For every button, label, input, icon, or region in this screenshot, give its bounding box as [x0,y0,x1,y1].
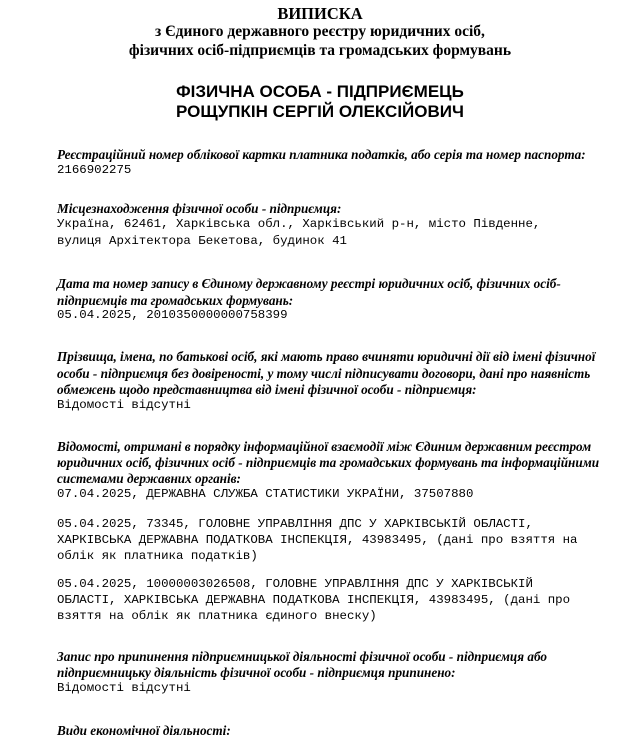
registration-label-line2: підприємців та громадських формувань: [57,293,294,308]
activities-label: Види економічної діяльності: [57,723,231,738]
document-subtitle-line1: з Єдиного державного реєстру юридичних осіб, [155,23,485,40]
location-label: Місцезнаходження фізичної особи - підприємця: [57,201,342,216]
termination-value: Відомості відсутні [57,681,191,695]
registration-value: 05.04.2025, 2010350000000758399 [57,308,288,322]
entity-name: РОЩУПКІН СЕРГІЙ ОЛЕКСІЙОВИЧ [176,102,464,121]
representatives-label-line2: особи - підприємця без довіреності, у тому числі підписувати договори, дані про наявність [57,366,591,381]
registration-label-line1: Дата та номер запису в Єдиному державному реєстрі юридичних осіб, фізичних осіб- [57,276,561,291]
interaction-label-line2: юридичних осіб, фізичних осіб - підприємців та громадських формувань та інформаційними [57,455,600,470]
document-title: ВИПИСКА [277,4,363,23]
interaction-entry-line: взяття на облік як платника єдиного внеску) [57,609,377,623]
tax-id-label: Реєстраційний номер облікової картки платника податків, або серія та номер паспорта: [57,147,586,162]
location-value-line1: Україна, 62461, Харківська обл., Харківський р-н, місто Південне, [57,217,541,231]
document-subtitle-line2: фізичних осіб-підприємців та громадських формувань [128,42,512,59]
interaction-label-line3: системами державних органів: [57,471,241,486]
interaction-entry-line: 07.04.2025, ДЕРЖАВНА СЛУЖБА СТАТИСТИКИ УКРАЇНИ, 37507880 [57,487,474,501]
representatives-value: Відомості відсутні [57,398,191,412]
location-value-line2: вулиця Архітектора Бекетова, будинок 41 [57,234,347,248]
interaction-entry-line: 05.04.2025, 10000003026508, ГОЛОВНЕ УПРАВЛІННЯ ДПС У ХАРКІВСЬКІЙ [57,577,533,591]
representatives-label-line3: обмежень щодо представництва від імені фізичної особи - підприємця: [57,382,477,397]
interaction-entry-line: ХАРКІВСЬКА ДЕРЖАВНА ПОДАТКОВА ІНСПЕКЦІЯ, 43983495, (дані про взяття на [57,533,578,547]
tax-id-value: 2166902275 [57,163,132,177]
interaction-entry-line: 05.04.2025, 73345, ГОЛОВНЕ УПРАВЛІННЯ ДПС У ХАРКІВСЬКІЙ ОБЛАСТІ, [57,517,533,531]
representatives-label-line1: Прізвища, імена, по батькові осіб, які мають право вчиняти юридичні дії від імені фізичної [57,349,596,364]
termination-label-line2: підприємницьку діяльність фізичної особи - підприємця припинено: [57,665,456,680]
interaction-entry-line: облік як платника податків) [57,549,258,563]
termination-label-line1: Запис про припинення підприємницької діяльності фізичної особи - підприємця або [57,649,547,664]
entity-type: ФІЗИЧНА ОСОБА - ПІДПРИЄМЕЦЬ [176,82,464,101]
interaction-label-line1: Відомості, отримані в порядку інформаційної взаємодії між Єдиним державним реєстром [57,439,592,454]
interaction-entry-line: ОБЛАСТІ, ХАРКІВСЬКА ДЕРЖАВНА ПОДАТКОВА ІНСПЕКЦІЯ, 43983495, (дані про [57,593,571,607]
